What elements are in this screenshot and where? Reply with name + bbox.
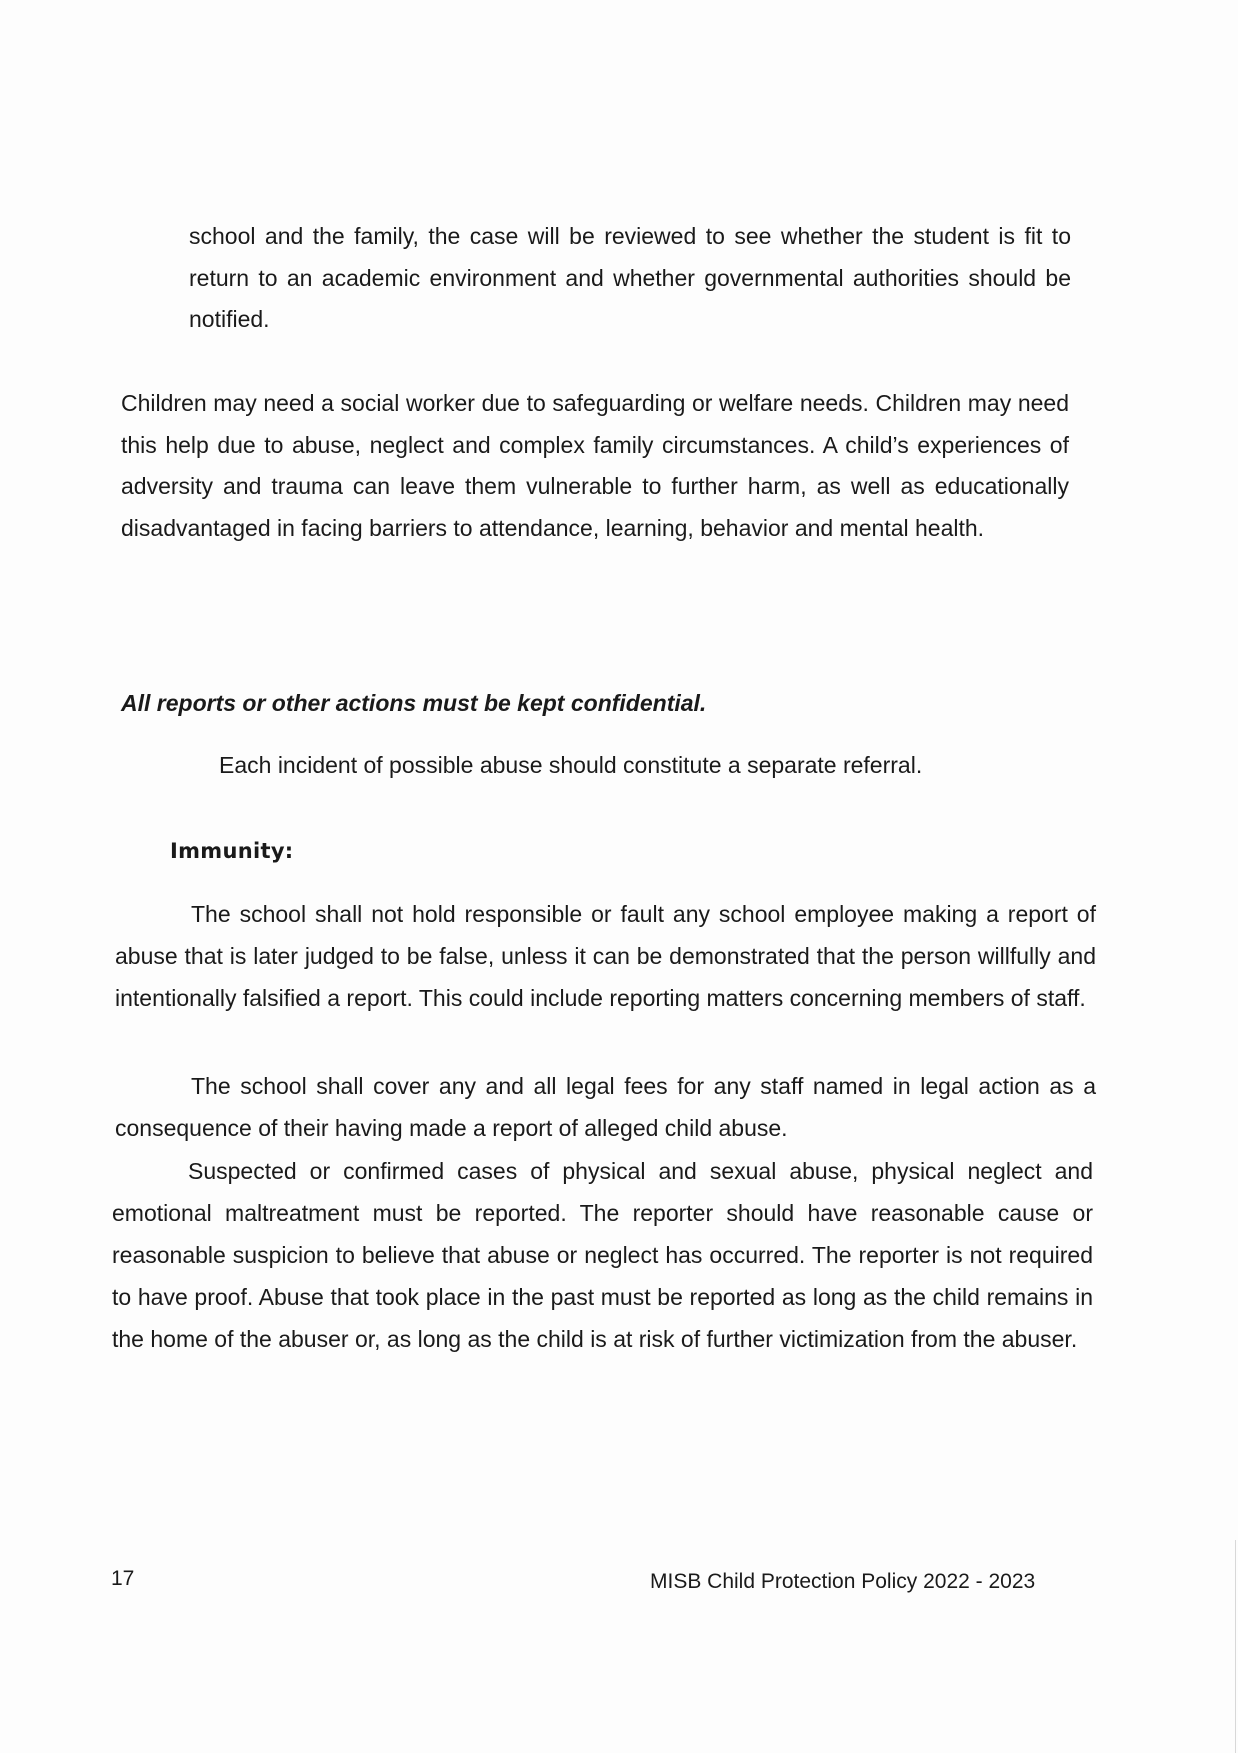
separate-referral-line: Each incident of possible abuse should constitute a separate referral. [219, 752, 923, 778]
immunity-heading: Immunity: [170, 839, 294, 863]
page-number: 17 [111, 1567, 135, 1590]
continued-paragraph: school and the family, the case will be reviewed to see whether the student is fit to return to an academic environment and whether governmental authorities should be notified. [189, 223, 1071, 332]
immunity-paragraph-3: Suspected or confirmed cases of physical and sexual abuse, physical neglect and emotional maltreatment must be reported. The reporter should have reasonable cause or reasonable suspicion to believe that abuse or neglect has occurred. The reporter is not required to have proof. Abuse that took place in the past must be reported as long as the child remains in the home of the abuser or, as long as the child is at risk of further victimization from the abuser. [112, 1158, 1093, 1352]
immunity-paragraph-2: The school shall cover any and all legal fees for any staff named in legal action as a consequence of their having made a report of alleged child abuse. [115, 1073, 1096, 1141]
immunity-paragraph-1: The school shall not hold responsible or fault any school employee making a report of abuse that is later judged to be false, unless it can be demonstrated that the person willfully and intentionally falsified a report. This could include reporting matters concerning members of staff. [115, 901, 1096, 1011]
confidential-heading: All reports or other actions must be kept confidential. [121, 690, 707, 716]
social-worker-paragraph: Children may need a social worker due to safeguarding or welfare needs. Children may need this help due to abuse, neglect and complex family circumstances. A child’s experiences of adversity and trauma can leave them vulnerable to further harm, as well as educationally disadvantaged in facing barriers to attendance, learning, behavior and mental health. [121, 390, 1069, 541]
footer-document-title: MISB Child Protection Policy 2022 - 2023 [650, 1570, 1036, 1593]
scan-edge-line [1235, 1540, 1236, 1753]
